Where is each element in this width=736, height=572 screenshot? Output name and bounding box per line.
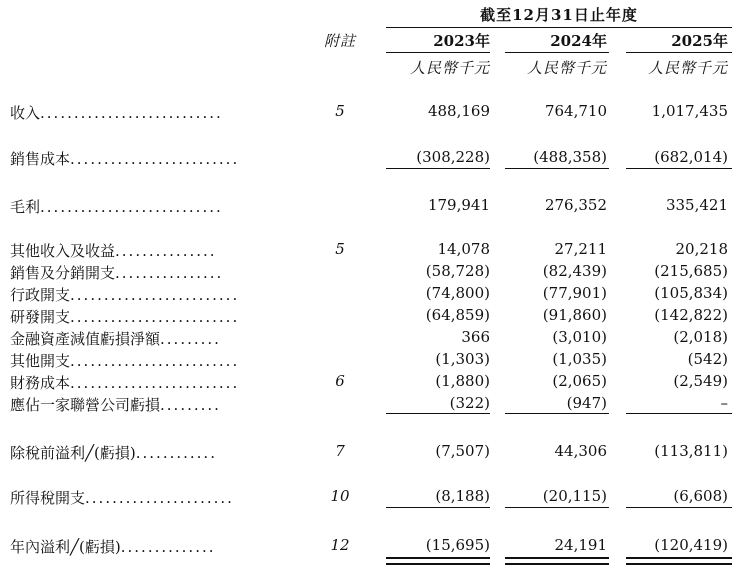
row-value-rd-expenses-2025: (142,822) xyxy=(654,306,728,324)
row-value-cost-of-sales-2025: (682,014) xyxy=(654,148,728,166)
row-note-profit-for-year: 12 xyxy=(330,536,350,554)
row-value-finance-costs-2025: (2,549) xyxy=(673,372,728,390)
row-value-share-of-associate-loss-2024: (947) xyxy=(566,394,607,412)
row-note-revenue: 5 xyxy=(335,102,345,120)
subtotal-rule-2024 xyxy=(505,507,609,508)
row-value-profit-for-year-2025: (120,419) xyxy=(654,536,728,554)
row-note-other-income: 5 xyxy=(335,240,345,258)
subtotal-rule-2025 xyxy=(626,413,732,414)
row-label-income-tax: 所得稅開支...................... xyxy=(10,489,234,507)
row-value-other-income-2024: 27,211 xyxy=(554,240,607,258)
row-value-other-income-2025: 20,218 xyxy=(675,240,728,258)
row-label-revenue: 收入........................... xyxy=(10,104,223,122)
row-value-selling-expenses-2023: (58,728) xyxy=(425,262,490,280)
header-rule xyxy=(386,27,732,28)
row-value-impairment-losses-2023: 366 xyxy=(461,328,490,346)
row-value-income-tax-2024: (20,115) xyxy=(542,487,607,505)
unit-label-2024: 人民幣千元 xyxy=(526,59,607,77)
row-note-income-tax: 10 xyxy=(330,487,350,505)
row-value-revenue-2024: 764,710 xyxy=(544,102,607,120)
row-value-gross-profit-2025: 335,421 xyxy=(665,196,728,214)
row-value-income-tax-2025: (6,608) xyxy=(673,487,728,505)
row-value-cost-of-sales-2024: (488,358) xyxy=(533,148,607,166)
year-header-2023: 2023年 xyxy=(433,32,490,50)
total-double-rule-2025 xyxy=(626,557,732,565)
row-value-finance-costs-2024: (2,065) xyxy=(552,372,607,390)
row-value-rd-expenses-2023: (64,859) xyxy=(425,306,490,324)
row-value-selling-expenses-2024: (82,439) xyxy=(542,262,607,280)
row-value-selling-expenses-2025: (215,685) xyxy=(654,262,728,280)
period-header: 截至12月31日止年度 xyxy=(480,6,638,24)
row-value-revenue-2023: 488,169 xyxy=(427,102,490,120)
row-value-revenue-2025: 1,017,435 xyxy=(651,102,728,120)
row-value-profit-before-tax-2023: (7,507) xyxy=(435,442,490,460)
note-column-header: 附註 xyxy=(323,32,356,50)
row-label-impairment-losses: 金融資產減值虧損淨額......... xyxy=(10,330,221,348)
row-label-cost-of-sales: 銷售成本......................... xyxy=(10,150,240,168)
row-value-other-expenses-2024: (1,035) xyxy=(552,350,607,368)
year-rule-2023 xyxy=(386,52,490,53)
subtotal-rule-2025 xyxy=(626,507,732,508)
row-value-gross-profit-2023: 179,941 xyxy=(427,196,490,214)
row-label-other-income: 其他收入及收益............... xyxy=(10,242,217,260)
row-value-admin-expenses-2024: (77,901) xyxy=(542,284,607,302)
row-value-profit-before-tax-2025: (113,811) xyxy=(654,442,728,460)
row-value-share-of-associate-loss-2023: (322) xyxy=(449,394,490,412)
unit-label-2023: 人民幣千元 xyxy=(409,59,490,77)
subtotal-rule-2023 xyxy=(386,168,490,169)
row-value-other-expenses-2025: (542) xyxy=(687,350,728,368)
row-value-admin-expenses-2023: (74,800) xyxy=(425,284,490,302)
row-label-rd-expenses: 研發開支......................... xyxy=(10,308,240,326)
row-label-share-of-associate-loss: 應佔一家聯營公司虧損......... xyxy=(10,396,221,414)
subtotal-rule-2023 xyxy=(386,507,490,508)
year-rule-2024 xyxy=(505,52,609,53)
row-value-impairment-losses-2024: (3,010) xyxy=(552,328,607,346)
row-value-cost-of-sales-2023: (308,228) xyxy=(416,148,490,166)
row-label-gross-profit: 毛利........................... xyxy=(10,198,223,216)
row-value-income-tax-2023: (8,188) xyxy=(435,487,490,505)
subtotal-rule-2024 xyxy=(505,168,609,169)
row-label-finance-costs: 財務成本......................... xyxy=(10,374,240,392)
row-label-admin-expenses: 行政開支......................... xyxy=(10,286,240,304)
year-header-2024: 2024年 xyxy=(550,32,607,50)
row-value-impairment-losses-2025: (2,018) xyxy=(673,328,728,346)
row-value-share-of-associate-loss-2025: – xyxy=(720,394,728,412)
row-note-profit-before-tax: 7 xyxy=(335,442,345,460)
row-value-rd-expenses-2024: (91,860) xyxy=(542,306,607,324)
row-value-profit-for-year-2023: (15,695) xyxy=(425,536,490,554)
row-value-other-expenses-2023: (1,303) xyxy=(435,350,490,368)
year-rule-2025 xyxy=(626,52,732,53)
row-label-profit-for-year: 年內溢利╱(虧損).............. xyxy=(10,538,216,556)
total-double-rule-2024 xyxy=(505,557,609,565)
total-double-rule-2023 xyxy=(386,557,490,565)
unit-label-2025: 人民幣千元 xyxy=(647,59,728,77)
row-value-profit-for-year-2024: 24,191 xyxy=(554,536,607,554)
subtotal-rule-2024 xyxy=(505,413,609,414)
subtotal-rule-2025 xyxy=(626,168,732,169)
row-label-other-expenses: 其他開支......................... xyxy=(10,352,240,370)
row-value-gross-profit-2024: 276,352 xyxy=(544,196,607,214)
row-note-finance-costs: 6 xyxy=(335,372,345,390)
subtotal-rule-2023 xyxy=(386,413,490,414)
row-value-other-income-2023: 14,078 xyxy=(437,240,490,258)
year-header-2025: 2025年 xyxy=(671,32,728,50)
row-label-selling-expenses: 銷售及分銷開支................ xyxy=(10,264,224,282)
row-label-profit-before-tax: 除稅前溢利╱(虧損)............ xyxy=(10,444,217,462)
row-value-finance-costs-2023: (1,880) xyxy=(435,372,490,390)
row-value-profit-before-tax-2024: 44,306 xyxy=(554,442,607,460)
row-value-admin-expenses-2025: (105,834) xyxy=(654,284,728,302)
